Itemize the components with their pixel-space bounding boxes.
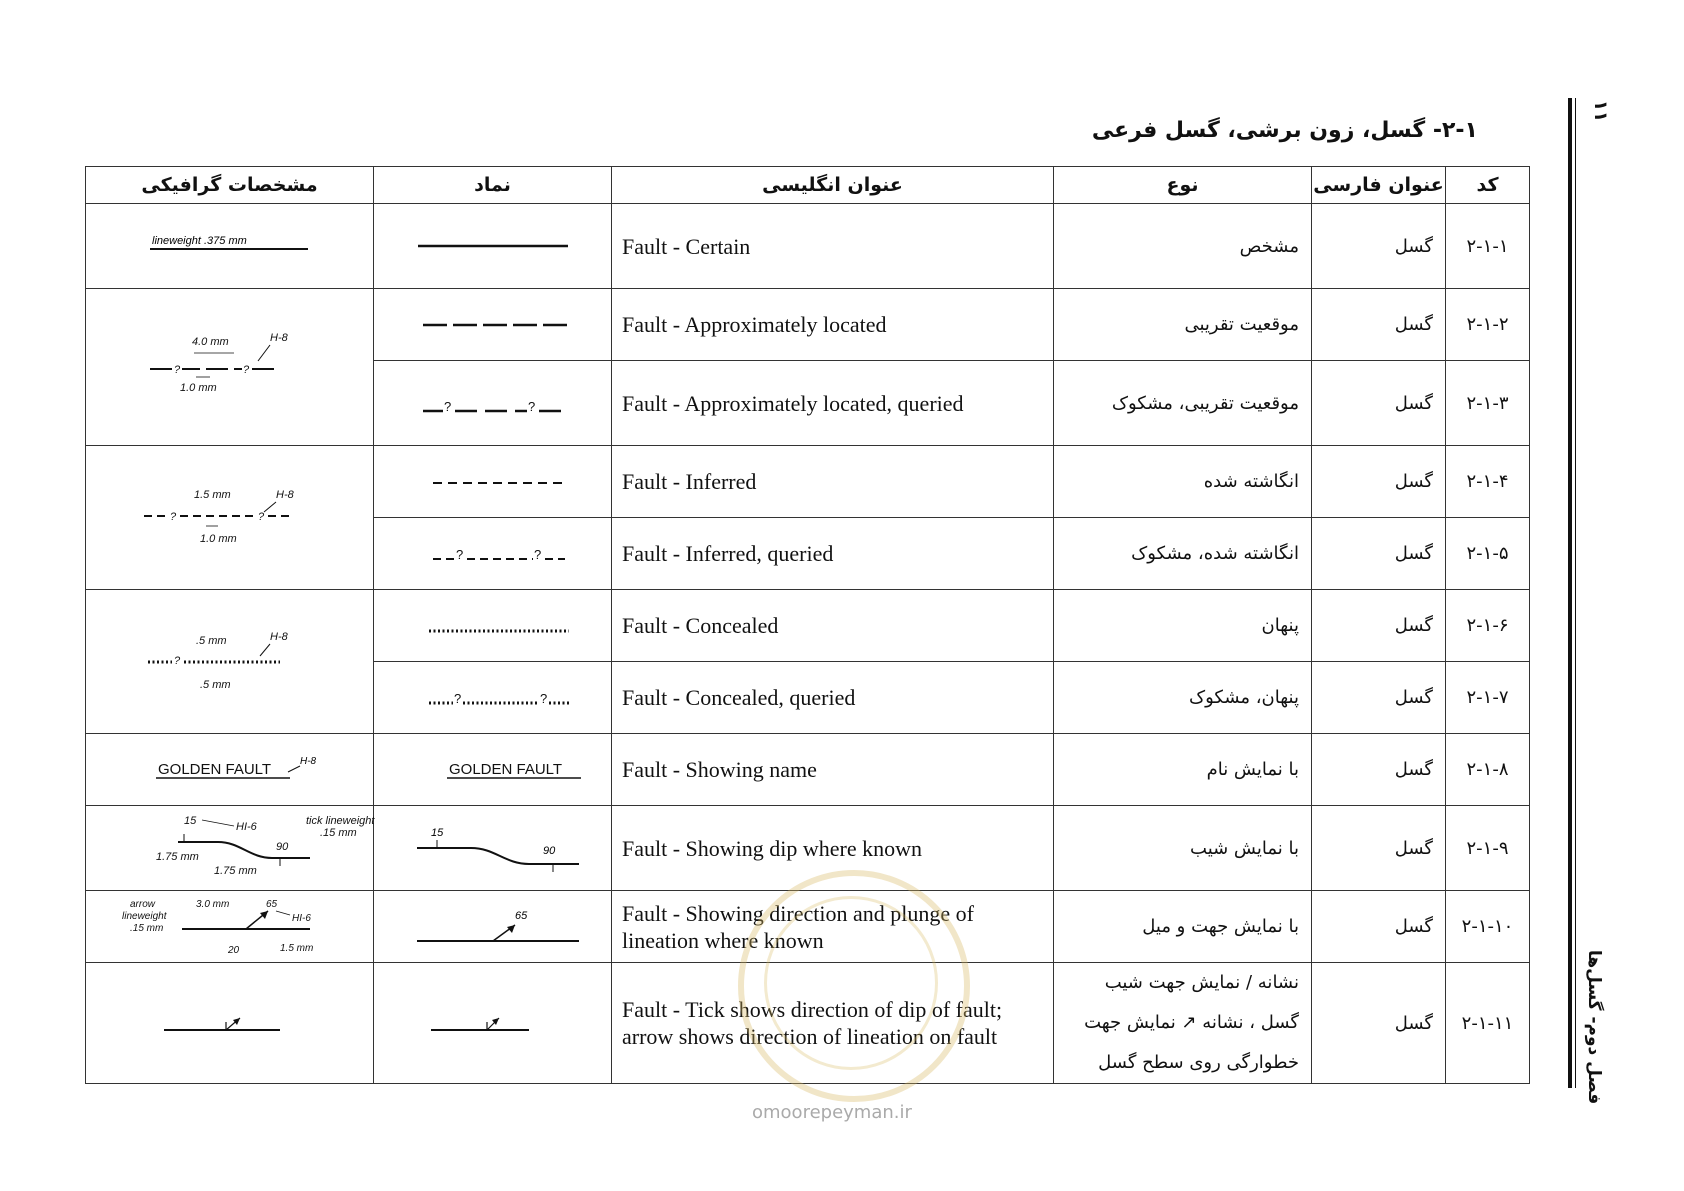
svg-text:20: 20 bbox=[227, 944, 239, 956]
graphic-spec-cell bbox=[86, 446, 374, 590]
svg-text:15: 15 bbox=[183, 815, 196, 827]
graphic-concealed bbox=[130, 622, 330, 702]
svg-text:?: ? bbox=[539, 690, 547, 706]
type-cell: نشانه / نمایش جهت شیب گسل ، نشانه ↗ نمایش جهت خطوارگی روی سطح گسل bbox=[1054, 963, 1312, 1084]
svg-text:?: ? bbox=[527, 399, 535, 414]
table-row bbox=[86, 204, 1530, 289]
svg-text:GOLDEN FAULT: GOLDEN FAULT bbox=[157, 760, 271, 778]
persian-title: گسل bbox=[1312, 734, 1446, 806]
table-row bbox=[86, 806, 1530, 891]
type-cell: با نمایش شیب bbox=[1054, 806, 1312, 891]
code-cell: ۲-۱-۷ bbox=[1446, 662, 1530, 734]
svg-text:?: ? bbox=[533, 546, 541, 562]
svg-text:?: ? bbox=[443, 399, 451, 414]
symbol-inferred-queried bbox=[393, 539, 593, 569]
symbol-direction-plunge bbox=[383, 897, 603, 957]
svg-text:?: ? bbox=[173, 364, 180, 376]
header-english-title: عنوان انگلیسی bbox=[612, 167, 1054, 204]
graphic-tick-arrow bbox=[130, 998, 330, 1048]
code-cell: ۲-۱-۶ bbox=[1446, 590, 1530, 662]
svg-text:1.0 mm: 1.0 mm bbox=[199, 532, 237, 545]
type-cell: با نمایش نام bbox=[1054, 734, 1312, 806]
watermark-url: omoorepeyman.ir bbox=[752, 1102, 912, 1123]
svg-text:arrow: arrow bbox=[129, 898, 155, 910]
symbol-cell bbox=[374, 662, 612, 734]
english-title: Fault - Inferred bbox=[612, 446, 1054, 518]
code-cell: ۲-۱-۸ bbox=[1446, 734, 1530, 806]
english-title: Fault - Approximately located bbox=[612, 289, 1054, 361]
english-title: Fault - Concealed, queried bbox=[612, 662, 1054, 734]
svg-text:1.75 mm: 1.75 mm bbox=[155, 851, 199, 863]
table-header-row bbox=[86, 167, 1530, 204]
symbol-cell bbox=[374, 361, 612, 446]
svg-text:.5 mm: .5 mm bbox=[199, 678, 231, 691]
symbol-concealed-queried bbox=[393, 683, 593, 713]
english-title: Fault - Tick shows direction of dip of fault; arrow shows direction of lineation on fault bbox=[612, 963, 1054, 1084]
header-persian-title: عنوان فارسی bbox=[1312, 167, 1446, 204]
english-title: Fault - Inferred, queried bbox=[612, 518, 1054, 590]
svg-text:.15 mm: .15 mm bbox=[129, 922, 163, 934]
chapter-label: فصل دوم- گسل‌ها bbox=[1584, 950, 1604, 1105]
svg-text:4.0 mm: 4.0 mm bbox=[191, 336, 229, 348]
svg-text:H-8: H-8 bbox=[269, 332, 288, 344]
table-row bbox=[86, 446, 1530, 518]
graphic-approx-located bbox=[130, 327, 330, 407]
fault-symbols-table bbox=[85, 166, 1530, 1084]
type-cell: پنهان bbox=[1054, 590, 1312, 662]
type-cell: موقعیت تقریبی bbox=[1054, 289, 1312, 361]
page-edge-bar-thin bbox=[1575, 98, 1576, 1088]
symbol-cell bbox=[374, 734, 612, 806]
graphic-spec-cell bbox=[86, 734, 374, 806]
code-cell: ۲-۱-۹ bbox=[1446, 806, 1530, 891]
persian-title: گسل bbox=[1312, 361, 1446, 446]
svg-text:?: ? bbox=[257, 510, 264, 523]
code-cell: ۲-۱-۴ bbox=[1446, 446, 1530, 518]
graphic-spec-cell bbox=[86, 963, 374, 1084]
svg-text:tick lineweight: tick lineweight bbox=[305, 815, 374, 827]
graphic-showing-dip bbox=[100, 808, 374, 888]
table-row bbox=[86, 891, 1530, 963]
symbol-tick-arrow bbox=[393, 998, 593, 1048]
svg-text:.15 mm: .15 mm bbox=[319, 827, 357, 839]
symbol-cell bbox=[374, 446, 612, 518]
svg-text:lineweight .375 mm: lineweight .375 mm bbox=[151, 235, 247, 247]
symbol-dip bbox=[383, 818, 603, 878]
persian-title: گسل bbox=[1312, 204, 1446, 289]
svg-text:HI-6: HI-6 bbox=[291, 912, 311, 924]
persian-title: گسل bbox=[1312, 806, 1446, 891]
type-cell: مشخص bbox=[1054, 204, 1312, 289]
svg-text:?: ? bbox=[169, 510, 176, 523]
type-cell: انگاشته شده bbox=[1054, 446, 1312, 518]
english-title: Fault - Concealed bbox=[612, 590, 1054, 662]
persian-title: گسل bbox=[1312, 289, 1446, 361]
english-title: Fault - Certain bbox=[612, 204, 1054, 289]
graphic-spec-cell bbox=[86, 289, 374, 446]
page-edge-bar bbox=[1568, 98, 1572, 1088]
type-cell: انگاشته شده، مشکوک bbox=[1054, 518, 1312, 590]
table-row bbox=[86, 590, 1530, 662]
english-title: Fault - Showing dip where known bbox=[612, 806, 1054, 891]
svg-text:GOLDEN FAULT: GOLDEN FAULT bbox=[448, 760, 562, 778]
table-row bbox=[86, 289, 1530, 361]
svg-text:90: 90 bbox=[542, 845, 555, 857]
english-title: Fault - Approximately located, queried bbox=[612, 361, 1054, 446]
english-title: Fault - Showing name bbox=[612, 734, 1054, 806]
table-row bbox=[86, 734, 1530, 806]
symbol-cell bbox=[374, 518, 612, 590]
symbol-cell bbox=[374, 289, 612, 361]
persian-title: گسل bbox=[1312, 891, 1446, 963]
code-cell: ۲-۱-۱۰ bbox=[1446, 891, 1530, 963]
svg-text:?: ? bbox=[242, 364, 249, 376]
header-type: نوع bbox=[1054, 167, 1312, 204]
type-cell: پنهان، مشکوک bbox=[1054, 662, 1312, 734]
svg-text:90: 90 bbox=[275, 841, 288, 853]
svg-text:lineweight: lineweight bbox=[121, 910, 166, 922]
svg-text:65: 65 bbox=[265, 898, 277, 910]
code-cell: ۲-۱-۵ bbox=[1446, 518, 1530, 590]
svg-text:?: ? bbox=[455, 546, 463, 562]
symbol-approx-dashes bbox=[393, 310, 593, 340]
svg-text:?: ? bbox=[453, 690, 461, 706]
symbol-approx-queried bbox=[393, 383, 593, 423]
svg-text:1.5 mm: 1.5 mm bbox=[193, 488, 231, 501]
graphic-showing-name bbox=[120, 750, 340, 790]
svg-text:1.5 mm: 1.5 mm bbox=[279, 942, 313, 954]
graphic-spec-cell bbox=[86, 806, 374, 891]
section-title: ۲-۱- گسل، زون برشی، گسل فرعی bbox=[1091, 118, 1478, 143]
svg-text:65: 65 bbox=[514, 909, 527, 922]
table-row bbox=[86, 963, 1530, 1084]
svg-text:1.0 mm: 1.0 mm bbox=[179, 382, 217, 394]
graphic-direction-plunge bbox=[100, 893, 360, 961]
code-cell: ۲-۱-۲ bbox=[1446, 289, 1530, 361]
svg-text:15: 15 bbox=[430, 827, 443, 839]
symbol-cell bbox=[374, 204, 612, 289]
persian-title: گسل bbox=[1312, 446, 1446, 518]
page-number: ۱۱ bbox=[1590, 100, 1611, 122]
persian-title: گسل bbox=[1312, 590, 1446, 662]
svg-text:H-8: H-8 bbox=[299, 755, 316, 767]
persian-title: گسل bbox=[1312, 662, 1446, 734]
code-cell: ۲-۱-۱۱ bbox=[1446, 963, 1530, 1084]
svg-text:1.75 mm: 1.75 mm bbox=[213, 865, 257, 877]
persian-title: گسل bbox=[1312, 963, 1446, 1084]
graphic-spec-cell bbox=[86, 590, 374, 734]
symbol-inferred-dashes bbox=[393, 467, 593, 497]
graphic-inferred bbox=[130, 478, 330, 558]
type-cell: با نمایش جهت و میل bbox=[1054, 891, 1312, 963]
graphic-certain bbox=[130, 221, 330, 271]
symbol-certain-line bbox=[393, 231, 593, 261]
symbol-cell bbox=[374, 891, 612, 963]
symbol-golden-fault bbox=[383, 750, 603, 790]
svg-text:H-8: H-8 bbox=[269, 630, 288, 643]
svg-text:.5 mm: .5 mm bbox=[195, 634, 227, 647]
type-cell: موقعیت تقریبی، مشکوک bbox=[1054, 361, 1312, 446]
graphic-spec-cell bbox=[86, 204, 374, 289]
header-code: کد bbox=[1446, 167, 1530, 204]
header-graphic: مشخصات گرافیکی bbox=[86, 167, 374, 204]
header-symbol: نماد bbox=[374, 167, 612, 204]
code-cell: ۲-۱-۱ bbox=[1446, 204, 1530, 289]
english-title: Fault - Showing direction and plunge of lineation where known bbox=[612, 891, 1054, 963]
code-cell: ۲-۱-۳ bbox=[1446, 361, 1530, 446]
symbol-cell bbox=[374, 963, 612, 1084]
svg-text:3.0 mm: 3.0 mm bbox=[195, 898, 229, 910]
svg-text:H-8: H-8 bbox=[275, 488, 294, 501]
symbol-concealed-dots bbox=[393, 611, 593, 641]
symbol-cell bbox=[374, 806, 612, 891]
svg-text:?: ? bbox=[173, 654, 180, 667]
svg-text:HI-6: HI-6 bbox=[235, 821, 257, 833]
symbol-cell bbox=[374, 590, 612, 662]
persian-title: گسل bbox=[1312, 518, 1446, 590]
graphic-spec-cell bbox=[86, 891, 374, 963]
